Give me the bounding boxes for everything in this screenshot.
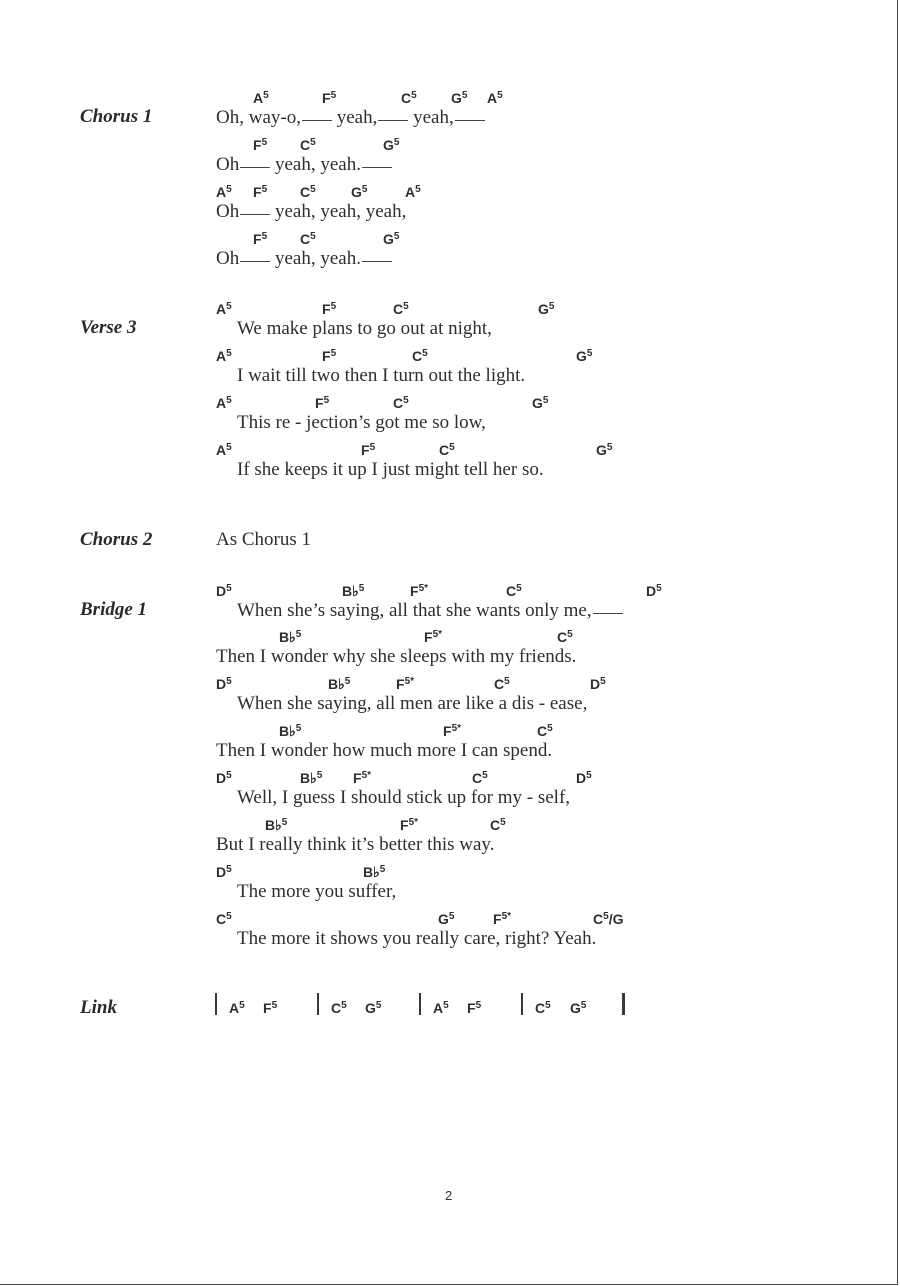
chord: $G^5$ (365, 1000, 382, 1016)
lyric-line: We make plans to go out at night, (237, 318, 492, 339)
lyric-line: The more you suffer, (237, 881, 397, 902)
chord: $A^5$ (216, 301, 232, 317)
lyric-line: When she saying, all men are like a dis - ease, (237, 693, 588, 714)
lyric-line: Then I wonder how much more I can spend. (216, 740, 553, 761)
chord: $C^5$ (331, 1000, 347, 1016)
chord: $G^5$ (451, 90, 468, 106)
chord: $D^5$ (216, 770, 232, 786)
chord: $F^{5*}$ (396, 676, 415, 692)
chord: $F^5$ (361, 442, 376, 458)
chord: $C^5$ (393, 395, 409, 411)
chord: $G^5$ (538, 301, 555, 317)
chord: $D^5$ (576, 770, 592, 786)
chord: $C^5$ (537, 723, 553, 739)
held-note-line (362, 167, 392, 168)
lyric-line: Then I wonder why she sleeps with my friends. (216, 646, 577, 667)
chord: $G^5$ (351, 184, 368, 200)
lyric-line: The more it shows you really care, right? Yeah. (237, 928, 597, 949)
lyric-line: Oh yeah, yeah. (216, 155, 392, 174)
chord: $F^{5*}$ (400, 817, 419, 833)
chord: $D^5$ (216, 864, 232, 880)
held-note-line (302, 120, 332, 121)
chord: $F^5$ (253, 231, 268, 247)
barline (419, 993, 421, 1015)
chord: $F^{5*}$ (493, 911, 512, 927)
lyric-line: Well, I guess I should stick up for my - self, (237, 787, 571, 808)
held-note-line (378, 120, 408, 121)
section-label-chorus-2: Chorus 2 (80, 529, 153, 550)
lyric-line: When she’s saying, all that she wants only me, (237, 601, 623, 620)
section-label-link: Link (80, 997, 117, 1018)
chord: $F^5$ (315, 395, 330, 411)
chord: $A^5$ (487, 90, 503, 106)
lyric-line: Oh yeah, yeah, yeah, (216, 201, 407, 222)
chord: $C^5$ (439, 442, 455, 458)
barline (521, 993, 523, 1015)
lyric-line: But I really think it’s better this way. (216, 834, 495, 855)
chord: $F^5$ (467, 1000, 482, 1016)
chord: $C^5/G$ (593, 911, 624, 927)
chord: $G^5$ (576, 348, 593, 364)
chord: $C^5$ (535, 1000, 551, 1016)
chord: $C^5$ (472, 770, 488, 786)
chord: $A^5$ (216, 348, 232, 364)
chord: B♭$^5$ (363, 864, 386, 880)
chord: $G^5$ (438, 911, 455, 927)
chord: $D^5$ (590, 676, 606, 692)
chord: $C^5$ (393, 301, 409, 317)
chord: $G^5$ (570, 1000, 587, 1016)
barline (215, 993, 217, 1015)
chord: $G^5$ (383, 231, 400, 247)
chord: $F^{5*}$ (353, 770, 372, 786)
lyric-line: This re - jection’s got me so low, (237, 412, 486, 433)
chord: $F^5$ (253, 184, 268, 200)
chord: $A^5$ (253, 90, 269, 106)
held-note-line (455, 120, 485, 121)
held-note-line (240, 167, 270, 168)
chord: $A^5$ (433, 1000, 449, 1016)
lyric-line: I wait till two then I turn out the light. (237, 365, 526, 386)
chord: $A^5$ (405, 184, 421, 200)
chord: B♭$^5$ (328, 676, 351, 692)
chord: $C^5$ (300, 231, 316, 247)
chord: $G^5$ (596, 442, 613, 458)
held-note-line (240, 214, 270, 215)
section-label-chorus-1: Chorus 1 (80, 106, 153, 127)
held-note-line (362, 261, 392, 262)
chord: B♭$^5$ (300, 770, 323, 786)
chord: $D^5$ (216, 676, 232, 692)
chord: $C^5$ (506, 583, 522, 599)
lyric-line: Oh yeah, yeah. (216, 249, 392, 268)
chord: $A^5$ (216, 184, 232, 200)
chord: $A^5$ (216, 395, 232, 411)
chord: $C^5$ (300, 184, 316, 200)
chord: $G^5$ (383, 137, 400, 153)
chord: $C^5$ (494, 676, 510, 692)
chord: B♭$^5$ (279, 629, 302, 645)
held-note-line (240, 261, 270, 262)
chord: $A^5$ (216, 442, 232, 458)
chord: $F^5$ (322, 348, 337, 364)
chord: $F^{5*}$ (443, 723, 462, 739)
chord: $A^5$ (229, 1000, 245, 1016)
chord: $C^5$ (300, 137, 316, 153)
repeat-instruction: As Chorus 1 (216, 529, 312, 550)
section-label-bridge-1: Bridge 1 (80, 599, 148, 620)
held-note-line (593, 613, 623, 614)
lyric-line: Oh, way-o, yeah, yeah, (216, 108, 485, 127)
chord: $F^5$ (253, 137, 268, 153)
chord: $F^{5*}$ (424, 629, 443, 645)
lyric-line: If she keeps it up I just might tell her so. (237, 459, 544, 480)
chord: $C^5$ (557, 629, 573, 645)
chord: $C^5$ (401, 90, 417, 106)
chord: $F^{5*}$ (410, 583, 429, 599)
chord: $G^5$ (532, 395, 549, 411)
chord: $C^5$ (412, 348, 428, 364)
chord: $F^5$ (322, 301, 337, 317)
chord: B♭$^5$ (342, 583, 365, 599)
section-label-verse-3: Verse 3 (80, 317, 137, 338)
barline (317, 993, 319, 1015)
chord: B♭$^5$ (279, 723, 302, 739)
chord: B♭$^5$ (265, 817, 288, 833)
chord: $F^5$ (263, 1000, 278, 1016)
chord: $C^5$ (490, 817, 506, 833)
chord: $F^5$ (322, 90, 337, 106)
chord: $D^5$ (216, 583, 232, 599)
page-number: 2 (445, 1188, 453, 1203)
chord: $D^5$ (646, 583, 662, 599)
final-barline (622, 993, 625, 1015)
chord: $C^5$ (216, 911, 232, 927)
